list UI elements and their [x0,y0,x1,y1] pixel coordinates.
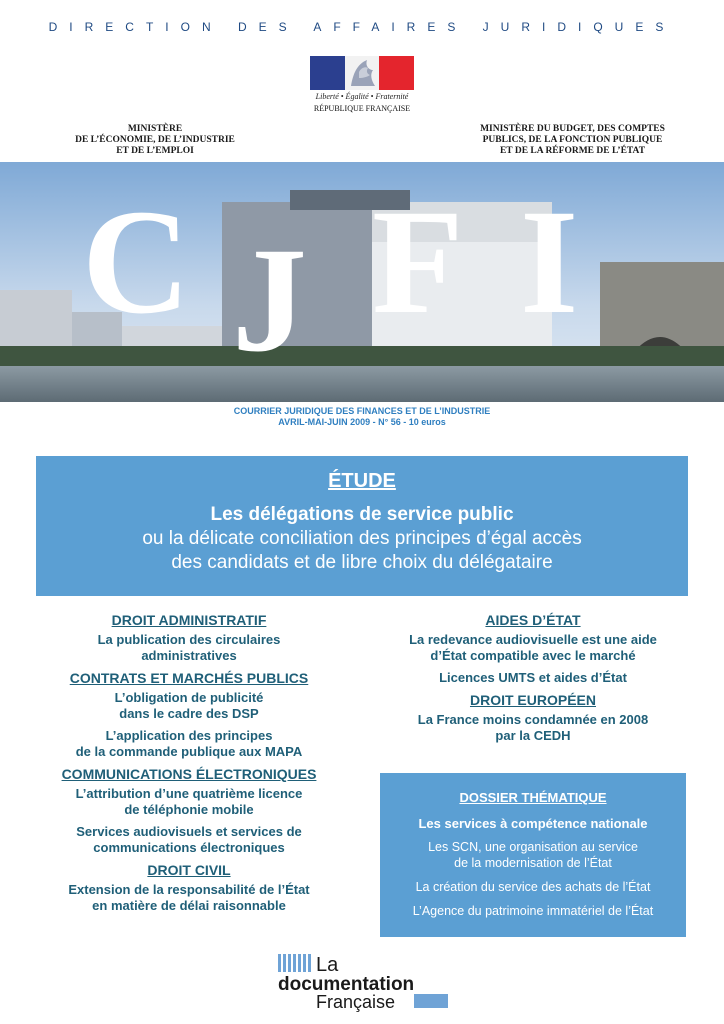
issue-info: AVRIL-MAI-JUIN 2009 - N° 56 - 10 euros [278,417,446,427]
brand-accent-bar [414,994,448,1008]
list-item: L’obligation de publicité dans le cadre des DSP [114,690,264,721]
dossier-title: Les services à compétence nationale [418,816,648,831]
journal-masthead [0,406,724,428]
left-column [36,612,342,914]
title-letter-i: I [520,179,579,345]
list-item: La publication des circulaires administratives [97,632,281,663]
title-letter-c: C [82,179,191,345]
republique-francaise-label: RÉPUBLIQUE FRANÇAISE [313,104,411,113]
etude-subtitle-2: des candidats et de libre choix du délégataire [171,552,553,573]
list-item: L’application des principes de la commande publique aux MAPA [75,728,303,759]
title-letter-j: J [232,217,307,383]
dossier-item: Les SCN, une organisation au service de la modernisation de l’État [428,840,638,870]
title-letter-f: F [372,179,464,345]
cover-photo-banner [0,162,724,402]
list-item: Extension de la responsabilité de l’État en matière de délai raisonnable [68,882,310,913]
list-item: La redevance audiovisuelle est une aide d’État compatible avec le marché [409,632,657,663]
marianne-logo [310,56,414,120]
list-item: Services audiovisuels et services de communications électroniques [76,824,302,855]
section-heading: AIDES D’ÉTAT [485,612,581,628]
la-documentation-francaise-logo [278,950,458,1014]
right-column [380,612,686,744]
list-item: Licences UMTS et aides d’État [439,670,627,685]
dossier-item: La création du service des achats de l’État [415,880,651,894]
section-heading: DROIT CIVIL [147,862,231,878]
journal-title: COURRIER JURIDIQUE DES FINANCES ET DE L’INDUSTRIE [233,406,491,416]
republic-motto: Liberté • Égalité • Fraternité [315,92,409,101]
dossier-heading: DOSSIER THÉMATIQUE [459,790,607,805]
etude-kicker: ÉTUDE [328,470,396,492]
french-flag-icon [310,56,414,90]
list-item: La France moins condamnée en 2008 par la CEDH [417,712,649,743]
brand-line-1: La [316,954,339,976]
etude-feature-box [36,456,688,596]
dossier-item: L’Agence du patrimoine immatériel de l’État [412,904,654,918]
dossier-thematique-box [380,773,686,937]
section-heading: DROIT EUROPÉEN [469,692,596,708]
list-item: L’attribution d’une quatrième licence de téléphonie mobile [75,786,303,817]
direction-title: DIRECTION DES AFFAIRES JURIDIQUES [48,20,676,34]
etude-title: Les délégations de service public [210,504,514,525]
section-heading: CONTRATS ET MARCHÉS PUBLICS [69,670,309,686]
section-heading: COMMUNICATIONS ÉLECTRONIQUES [61,766,317,782]
barcode-icon [278,954,311,972]
brand-line-2: documentation [278,974,415,995]
section-heading: DROIT ADMINISTRATIF [111,612,267,628]
ministry-economy: MINISTÈRE DE L’ÉCONOMIE, DE L’INDUSTRIE ET DE L’EMPLOI [75,124,235,156]
ministry-budget: MINISTÈRE DU BUDGET, DES COMPTES PUBLICS, DE LA FONCTION PUBLIQUE ET DE LA RÉFORME DE L’ÉTAT [480,124,665,156]
brand-line-3: Française [316,992,396,1012]
etude-subtitle-1: ou la délicate conciliation des principes d’égal accès [142,528,582,549]
